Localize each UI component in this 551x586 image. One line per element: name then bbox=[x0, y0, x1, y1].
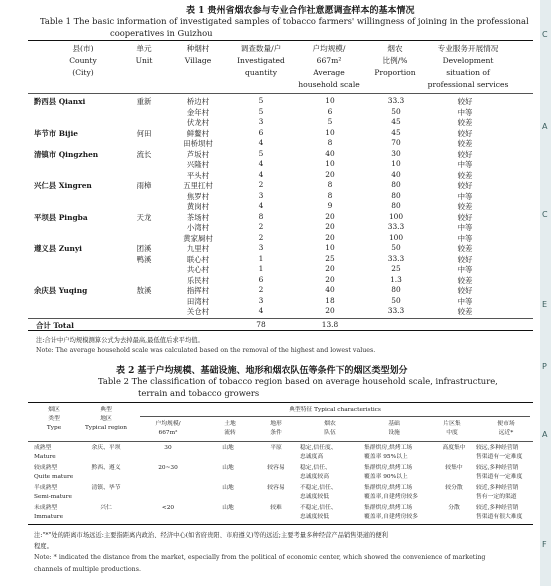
table1-cell-village: 指挥村 bbox=[186, 286, 210, 295]
table1-cell-unit: 敖溪 bbox=[136, 286, 152, 295]
edge-glyph: C bbox=[542, 210, 548, 219]
table1-cell-qty: 2 bbox=[258, 285, 264, 294]
table1-cell-dev: 较差 bbox=[457, 275, 473, 285]
edge-glyph: P bbox=[542, 362, 547, 371]
table1-cell-qty: 5 bbox=[258, 106, 264, 116]
table2-cell-team: 不稳定,信任、 忠诚度较低 bbox=[300, 505, 337, 520]
table1-cell-qty: 5 bbox=[258, 148, 264, 158]
table1-cell-dev: 较差 bbox=[457, 170, 473, 180]
edge-glyph: E bbox=[542, 300, 548, 309]
table1-cell-prop: 10 bbox=[391, 159, 401, 168]
table2-cell-team: 稳定,信任、 忠诚度较高 bbox=[300, 465, 331, 480]
table2-note-en-cont: channels of multiple productions. bbox=[34, 566, 141, 573]
table1-cell-dev: 较好 bbox=[457, 212, 473, 222]
table2-cell-scale: 30 bbox=[164, 445, 172, 451]
table2-subheader: 烟农 队伍 bbox=[324, 421, 336, 436]
table1-cell-prop: 50 bbox=[391, 106, 401, 116]
table1-cell-dev: 较差 bbox=[457, 202, 473, 211]
table1-cell-prop: 1.3 bbox=[390, 274, 402, 284]
table1-cell-county: 兴仁县 Xingren bbox=[34, 181, 92, 190]
table1-cell-scale: 20 bbox=[325, 264, 335, 273]
table2-cell-region: 兴仁 bbox=[100, 505, 112, 511]
table1-cell-dev: 中等 bbox=[457, 223, 473, 232]
table1-cell-qty: 4 bbox=[258, 169, 264, 179]
table1-cell-dev: 较好 bbox=[457, 254, 473, 264]
right-edge-strip bbox=[540, 0, 551, 586]
table2-cell-market: 较近,多种经营销 售有一定的渠道 bbox=[476, 485, 519, 500]
table1-cell-county: 清镇市 Qingzhen bbox=[34, 149, 99, 159]
table1-cell-qty: 3 bbox=[258, 117, 264, 126]
table1-cell-dev: 较好 bbox=[457, 128, 473, 138]
table1-cell-qty: 4 bbox=[258, 138, 264, 147]
table2-subheader: 便市场 远近* bbox=[497, 421, 515, 436]
table1-cell-dev: 中等 bbox=[457, 160, 473, 169]
table2-cell-land: 山地 bbox=[222, 445, 234, 451]
table1-cell-prop: 45 bbox=[391, 127, 401, 137]
table1-cell-prop: 80 bbox=[391, 190, 401, 200]
table1-cell-village: 金年村 bbox=[186, 107, 210, 117]
table2-cell-market: 较远,多种经营销 售渠道有一定难度 bbox=[476, 445, 523, 460]
table1-cell-scale: 25 bbox=[325, 253, 335, 263]
table1-cell-scale: 20 bbox=[325, 211, 335, 221]
table1-cell-county: 余庆县 Yuqing bbox=[34, 286, 88, 295]
table1-cell-prop: 80 bbox=[391, 180, 401, 189]
table1-cell-unit: 雨樟 bbox=[136, 181, 152, 190]
table1-cell-county: 遵义县 Zunyi bbox=[34, 244, 82, 253]
table1-header-village: 种烟村 Village bbox=[184, 44, 212, 65]
table2-header-rule bbox=[28, 441, 533, 442]
table1-cell-scale: 6 bbox=[327, 106, 333, 116]
table1-cell-prop: 50 bbox=[391, 243, 401, 252]
table1-total-qty: 78 bbox=[256, 320, 266, 329]
table2-cell-land: 山地 bbox=[222, 505, 234, 511]
table1-bottom-rule bbox=[28, 330, 533, 331]
table1-cell-scale: 20 bbox=[325, 222, 335, 231]
table1-cell-village: 平头村 bbox=[186, 170, 210, 180]
table2-header-characteristics: 典型特征 Typical characteristics bbox=[289, 407, 381, 413]
table2-header-typical-region: 典型 地区 Typical region bbox=[84, 407, 128, 431]
table1-cell-prop: 70 bbox=[391, 138, 401, 147]
table1-cell-qty: 2 bbox=[258, 180, 264, 189]
table1-cell-scale: 10 bbox=[325, 127, 335, 137]
table1-cell-dev: 较好 bbox=[457, 149, 473, 159]
table1-cell-scale: 10 bbox=[325, 159, 335, 168]
table2-cell-market: 较远,多种经营销 售渠道有一定难度 bbox=[476, 465, 523, 480]
edge-glyph: A bbox=[542, 430, 548, 439]
table2-caption-cn: 表 2 基于户均规模、基础设施、地形和烟农队伍等条件下的烟区类型划分 bbox=[116, 366, 408, 376]
table1-cell-county: 毕节市 Bijie bbox=[34, 128, 78, 138]
table1-cell-village: 田湾村 bbox=[186, 296, 210, 306]
table1-cell-dev: 中等 bbox=[457, 265, 473, 274]
table1-cell-village: 伏龙村 bbox=[186, 118, 210, 127]
table1-header-quantity: 调查数量/户 Investigated quantity bbox=[237, 44, 285, 77]
table1-cell-qty: 1 bbox=[258, 264, 264, 273]
table1-cell-scale: 40 bbox=[325, 285, 335, 294]
table1-cell-prop: 30 bbox=[391, 148, 401, 158]
table1-cell-prop: 45 bbox=[391, 117, 401, 126]
edge-glyph: F bbox=[542, 540, 547, 549]
table1-total-label: 合计 Total bbox=[36, 321, 74, 330]
table1-cell-scale: 20 bbox=[325, 232, 335, 242]
table1-cell-unit: 何田 bbox=[136, 128, 152, 138]
table1-header-rule bbox=[28, 93, 533, 94]
table1-cell-prop: 33.3 bbox=[387, 306, 405, 315]
table1-cell-qty: 6 bbox=[258, 127, 264, 137]
table1-cell-prop: 40 bbox=[391, 169, 401, 179]
table1-cell-unit: 团溪 bbox=[136, 244, 152, 253]
table2-cell-market: 较近,多种经营销 售渠道有很大难度 bbox=[476, 505, 523, 520]
table1-cell-qty: 8 bbox=[258, 211, 264, 221]
table1-cell-prop: 80 bbox=[391, 285, 401, 294]
table1-cell-prop: 100 bbox=[388, 232, 404, 242]
table2-subheader: 基础 设施 bbox=[388, 421, 400, 436]
table2-bottom-rule bbox=[28, 524, 533, 525]
table2-cell-type: 半成熟型 Semi-mature bbox=[34, 485, 72, 500]
table2-cell-infra: 集群烘房,烘烤工场 覆盖率,自建烤房较多 bbox=[364, 485, 419, 500]
table1-cell-dev: 较差 bbox=[457, 244, 473, 253]
table1-cell-village: 黄岗村 bbox=[186, 202, 210, 211]
table2-cell-scale: <20 bbox=[161, 505, 175, 511]
table1-cell-village: 九里村 bbox=[186, 244, 210, 253]
table1-cell-village: 乐民村 bbox=[186, 275, 210, 285]
table2-cell-region: 清镇、毕节 bbox=[91, 485, 121, 491]
table2-cell-land: 山地 bbox=[222, 465, 234, 471]
table1-cell-scale: 20 bbox=[325, 274, 335, 284]
table1-cell-village: 小湾村 bbox=[186, 223, 210, 232]
table2-cell-terrain: 较容易 bbox=[267, 465, 285, 471]
table1-cell-unit: 天龙 bbox=[136, 212, 152, 222]
table2-cell-conc: 较集中 bbox=[445, 465, 463, 471]
table1-note-en: Note: The average household scale was calculated based on the removal of the highest and lowest values. bbox=[36, 347, 376, 354]
table1-cell-village: 桥边村 bbox=[186, 97, 210, 106]
table1-caption-en: Table 1 The basic information of investigated samples of tobacco farmers' willingness of joining in the professional bbox=[40, 16, 529, 26]
table1-cell-village: 共心村 bbox=[186, 265, 210, 274]
table1-cell-qty: 5 bbox=[258, 96, 264, 105]
table2-cell-region: 黔西、遵义 bbox=[91, 465, 121, 471]
edge-glyph: A bbox=[542, 122, 548, 131]
table1-cell-prop: 33.3 bbox=[387, 222, 405, 231]
table1-cell-scale: 10 bbox=[325, 96, 335, 105]
table1-cell-scale: 8 bbox=[327, 190, 333, 200]
table1-cell-village: 田桥坝村 bbox=[183, 139, 213, 148]
table1-total-scale: 13.8 bbox=[321, 320, 339, 329]
table1-cell-dev: 较好 bbox=[457, 286, 473, 295]
table2-cell-conc: 分散 bbox=[448, 505, 460, 511]
table2-top-rule bbox=[28, 402, 533, 403]
table1-header-county: 县(市) County (City) bbox=[69, 44, 97, 77]
table2-cell-scale: 20~30 bbox=[158, 465, 178, 471]
table1-cell-prop: 80 bbox=[391, 201, 401, 210]
table2-note-cn: 注:"*"处的距离市场远近:主要指距离内政治、经济中心(如省府贵阳、市府遵义)等的远近;主要考量多种经营产品销售渠道的便利 bbox=[34, 532, 388, 539]
table1-header-proportion: 烟农 比例/% Proportion bbox=[374, 44, 416, 77]
table1-cell-qty: 4 bbox=[258, 201, 264, 210]
table1-cell-prop: 33.3 bbox=[387, 96, 405, 105]
table1-cell-dev: 较差 bbox=[457, 118, 473, 127]
table1-cell-qty: 2 bbox=[258, 222, 264, 231]
table2-header-type: 烟区 类型 Type bbox=[46, 407, 62, 431]
table1-cell-scale: 20 bbox=[325, 169, 335, 179]
table1-cell-village: 关仓村 bbox=[186, 307, 210, 316]
table2-cell-team: 稳定,信任度、 忠诚度高 bbox=[300, 445, 337, 460]
table1-cell-county: 黔西县 Qianxi bbox=[34, 97, 86, 106]
table1-cell-scale: 5 bbox=[327, 117, 333, 126]
table2-cell-region: 余庆、平坝 bbox=[91, 445, 121, 451]
table1-cell-dev: 中等 bbox=[457, 107, 473, 117]
table1-header-unit: 单元 Unit bbox=[135, 44, 153, 65]
table1-cell-dev: 较差 bbox=[457, 307, 473, 316]
table1-total-rule bbox=[28, 318, 533, 319]
table1-caption-en-cont: cooperatives in Guizhou bbox=[110, 28, 213, 38]
table1-note-cn: 注:合计中户均规模测算公式为去掉最高,最低值后求平均值。 bbox=[36, 337, 204, 344]
table1-cell-unit: 重新 bbox=[136, 97, 152, 106]
table1-header-development: 专业服务开展情况 Development situation of professional services bbox=[427, 44, 509, 89]
table1-cell-village: 联心村 bbox=[186, 254, 210, 264]
table1-cell-village: 焦罗村 bbox=[186, 191, 210, 201]
edge-glyph: C bbox=[542, 30, 548, 39]
table1-cell-prop: 50 bbox=[391, 295, 401, 305]
table2-cell-terrain: 平原 bbox=[270, 445, 282, 451]
table1-cell-qty: 3 bbox=[258, 190, 264, 200]
table2-subheader: 土地 流转 bbox=[224, 421, 236, 436]
table1-cell-village: 五里扛村 bbox=[183, 181, 213, 190]
table1-cell-qty: 6 bbox=[258, 274, 264, 284]
table2-cell-team: 不稳定,信任、 忠诚度较低 bbox=[300, 485, 337, 500]
table1-cell-scale: 18 bbox=[325, 295, 335, 305]
table1-cell-prop: 25 bbox=[391, 264, 401, 273]
table1-cell-scale: 8 bbox=[327, 180, 333, 189]
table1-cell-village: 茶场村 bbox=[186, 212, 210, 222]
table1-cell-prop: 100 bbox=[388, 211, 404, 221]
table2-cell-conc: 较分散 bbox=[445, 485, 463, 491]
table1-cell-qty: 1 bbox=[258, 253, 264, 263]
table1-cell-qty: 4 bbox=[258, 306, 264, 315]
table1-cell-scale: 20 bbox=[325, 306, 335, 315]
table1-cell-dev: 较好 bbox=[457, 181, 473, 190]
table1-cell-village: 芦坂村 bbox=[186, 149, 210, 159]
table1-cell-unit: 鸭溪 bbox=[136, 254, 152, 264]
table2-subheader: 片区集 中度 bbox=[443, 421, 461, 436]
table2-note-cn-cont: 程度。 bbox=[34, 543, 53, 550]
table2-subheader: 户均规模/ 667m² bbox=[155, 421, 181, 436]
table1-cell-dev: 较差 bbox=[457, 139, 473, 148]
table1-cell-dev: 较好 bbox=[457, 97, 473, 106]
table1-cell-unit: 流长 bbox=[136, 149, 152, 159]
table1-cell-qty: 3 bbox=[258, 243, 264, 252]
table2-cell-type: 成熟型 Mature bbox=[34, 445, 56, 460]
table2-subheader: 地形 条件 bbox=[270, 421, 282, 436]
table1-cell-prop: 33.3 bbox=[387, 253, 405, 263]
table1-cell-dev: 中等 bbox=[457, 191, 473, 201]
table2-header-subrule bbox=[140, 416, 530, 417]
table2-caption-en-cont: terrain and tobacco growers bbox=[138, 388, 260, 398]
table2-note-en: Note: * indicated the distance from the market, especially from the political of economic center, which showed the convenience of marketing bbox=[34, 554, 486, 561]
table1-cell-qty: 4 bbox=[258, 159, 264, 168]
table2-cell-infra: 集群烘房,烘烤工场 覆盖率 95%以上 bbox=[364, 445, 413, 460]
table1-cell-dev: 中等 bbox=[457, 233, 473, 243]
table2-cell-conc: 高度集中 bbox=[442, 445, 466, 451]
table1-top-rule bbox=[28, 40, 533, 41]
table1-cell-village: 兴隆村 bbox=[186, 160, 210, 169]
table2-cell-infra: 集群烘房,烘烤工场 覆盖率,自建烤房较多 bbox=[364, 505, 419, 520]
table2-cell-infra: 集群烘房,烘烤工场 覆盖率 90%以上 bbox=[364, 465, 413, 480]
table1-cell-county: 平坝县 Pingba bbox=[34, 212, 88, 222]
table1-cell-scale: 10 bbox=[325, 243, 335, 252]
table2-cell-type: 较成熟型 Quite mature bbox=[34, 465, 74, 480]
table1-header-scale: 户均规模/ 667m² Average household scale bbox=[298, 44, 360, 89]
table1-cell-qty: 3 bbox=[258, 295, 264, 305]
table2-cell-terrain: 较难 bbox=[270, 505, 282, 511]
table2-cell-terrain: 较容易 bbox=[267, 485, 285, 491]
table1-cell-scale: 40 bbox=[325, 148, 335, 158]
table2-cell-type: 未成熟型 Immature bbox=[34, 505, 64, 520]
table2-caption-en: Table 2 The classification of tobacco region based on average household scale, infrastructure, bbox=[98, 376, 498, 386]
table1-cell-qty: 2 bbox=[258, 232, 264, 242]
table1-cell-dev: 中等 bbox=[457, 296, 473, 306]
table1-cell-village: 鲜鳌村 bbox=[186, 128, 210, 138]
table1-cell-scale: 8 bbox=[327, 138, 333, 147]
table1-cell-scale: 9 bbox=[327, 201, 333, 210]
table1-caption-cn: 表 1 贵州省烟农参与专业合作社意愿调查样本的基本情况 bbox=[186, 6, 415, 16]
table1-cell-village: 黄家屙村 bbox=[183, 233, 213, 243]
table2-cell-land: 山地 bbox=[222, 485, 234, 491]
